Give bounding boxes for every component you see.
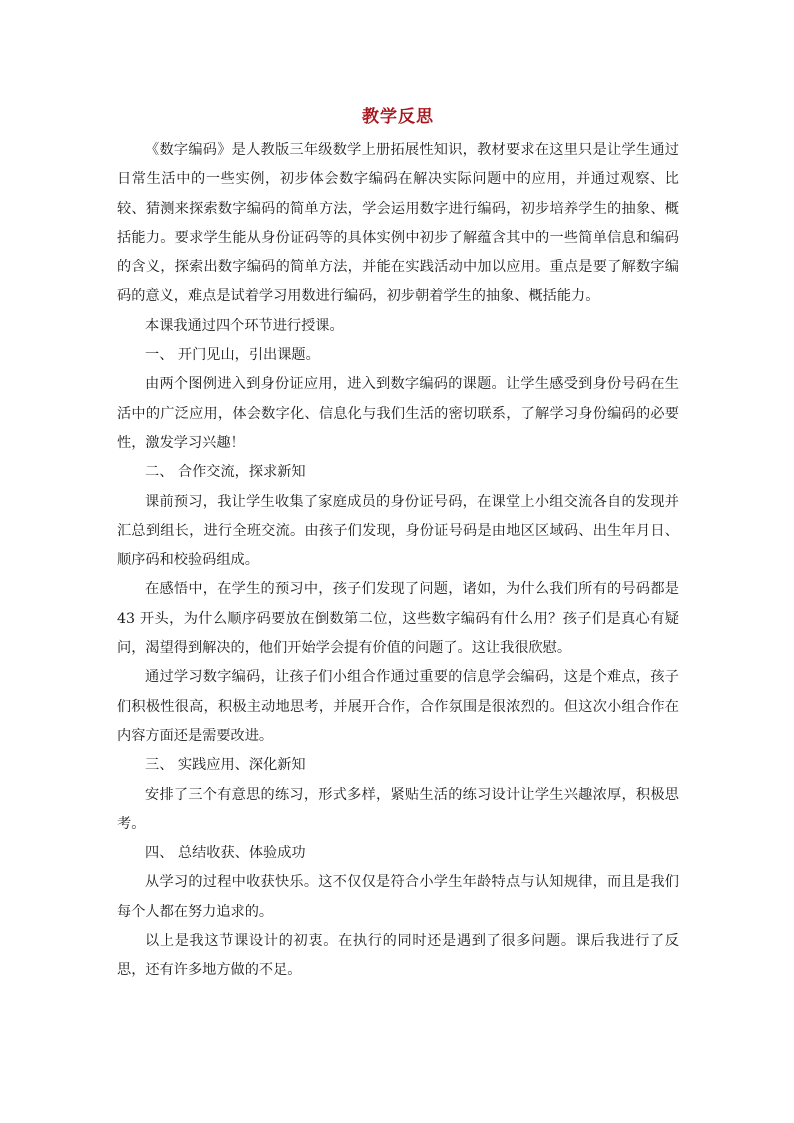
paragraph-section-4: 从学习的过程中收获快乐。这不仅仅是符合小学生年龄特点与认知规律，而且是我们每个人都在努力追求的。	[117, 874, 679, 920]
document-page	[117, 104, 679, 986]
paragraph-section-1: 由两个图例进入到身份证应用，进入到数字编码的课题。让学生感受到身份号码在生活中的广泛应用，体会数字化、信息化与我们生活的密切联系，了解学习身份编码的必要性，激发学习兴趣！	[117, 376, 679, 451]
paragraph-overview: 本课我通过四个环节进行授课。	[145, 317, 344, 334]
section-heading-4: 四、 总结收获、体验成功	[145, 845, 306, 862]
paragraph-section-2b: 在感悟中，在学生的预习中，孩子们发现了问题，诸如，为什么我们所有的号码都是 43 开头，为什么顺序码要放在倒数第二位，这些数字编码有什么用？孩子们是真心有疑问，渴望得到解决的，他们开始学会提有价值的问题了。这让我很欣慰。	[117, 581, 679, 657]
section-heading-3: 三、 实践应用、深化新知	[145, 757, 306, 774]
paragraph-section-3: 安排了三个有意思的练习，形式多样，紧贴生活的练习设计让学生兴趣浓厚，积极思考。	[117, 786, 679, 832]
section-heading-1: 一、 开门见山，引出课题。	[145, 347, 320, 364]
paragraph-conclusion: 以上是我这节课设计的初衷。在执行的同时还是遇到了很多问题。课后我进行了反思，还有许多地方做的不足。	[117, 933, 679, 979]
paragraph-section-2a: 课前预习，我让学生收集了家庭成员的身份证号码，在课堂上小组交流各自的发现并汇总到组长，进行全班交流。由孩子们发现，身份证号码是由地区区域码、出生年月日、顺序码和校验码组成。	[117, 493, 679, 569]
paragraph-section-2c: 通过学习数字编码，让孩子们小组合作通过重要的信息学会编码，这是个难点，孩子们积极性很高，积极主动地思考，并展开合作，合作氛围是很浓烈的。但这次小组合作在内容方面还是需要改进。	[117, 669, 679, 744]
paragraph-intro: 《数字编码》是人教版三年级数学上册拓展性知识，教材要求在这里只是让学生通过日常生活中的一些实例，初步体会数字编码在解决实际问题中的应用，并通过观察、比较、猜测来探索数字编码的简单方法，学会运用数字进行编码，初步培养学生的抽象、概括能力。要求学生能从身份证码等的具体实例中初步了解蕴含其中的一些简单信息和编码的含义，探索出数字编码的简单方法，并能在实践活动中加以应用。重点是要了解数字编码的意义，难点是试着学习用数进行编码，初步朝着学生的抽象、概括能力。	[117, 142, 679, 305]
section-heading-2: 二、 合作交流，探求新知	[145, 464, 306, 481]
page-title: 教学反思	[362, 107, 434, 127]
